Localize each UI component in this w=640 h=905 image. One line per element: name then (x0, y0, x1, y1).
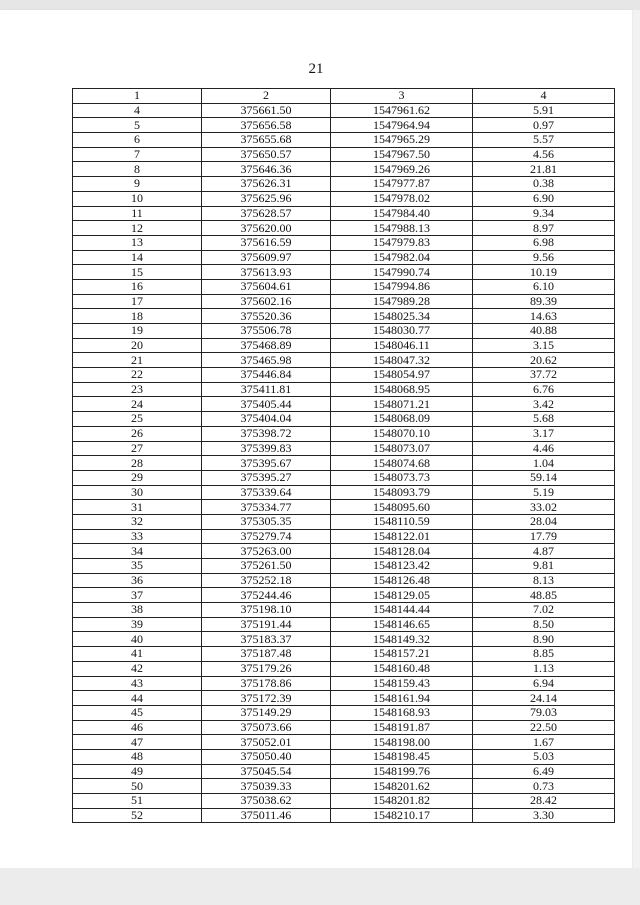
cell-point-number: 16 (73, 279, 202, 294)
table-row (73, 544, 615, 559)
cell-x-coordinate: 375520.36 (202, 309, 331, 324)
cell-distance: 21.81 (473, 162, 615, 177)
cell-x-coordinate: 375399.83 (202, 441, 331, 456)
cell-distance: 9.34 (473, 206, 615, 221)
cell-point-number: 45 (73, 705, 202, 720)
cell-y-coordinate: 1548073.07 (331, 441, 473, 456)
cell-distance: 79.03 (473, 705, 615, 720)
cell-point-number: 29 (73, 470, 202, 485)
cell-x-coordinate: 375198.10 (202, 603, 331, 618)
cell-x-coordinate: 375661.50 (202, 103, 331, 118)
cell-distance: 20.62 (473, 353, 615, 368)
cell-x-coordinate: 375187.48 (202, 647, 331, 662)
table-row (73, 206, 615, 221)
cell-point-number: 36 (73, 573, 202, 588)
cell-distance: 3.17 (473, 426, 615, 441)
cell-y-coordinate: 1548157.21 (331, 647, 473, 662)
cell-y-coordinate: 1548146.65 (331, 617, 473, 632)
cell-distance: 37.72 (473, 368, 615, 383)
cell-y-coordinate: 1548071.21 (331, 397, 473, 412)
viewer-bottom-bar (0, 868, 640, 905)
cell-x-coordinate: 375656.58 (202, 118, 331, 133)
cell-distance: 3.30 (473, 808, 615, 823)
cell-y-coordinate: 1548068.09 (331, 412, 473, 427)
table-row (73, 514, 615, 529)
cell-y-coordinate: 1548161.94 (331, 691, 473, 706)
cell-point-number: 33 (73, 529, 202, 544)
cell-y-coordinate: 1548047.32 (331, 353, 473, 368)
table-row (73, 279, 615, 294)
cell-y-coordinate: 1548149.32 (331, 632, 473, 647)
cell-y-coordinate: 1548046.11 (331, 338, 473, 353)
table-row (73, 294, 615, 309)
cell-point-number: 22 (73, 368, 202, 383)
cell-x-coordinate: 375405.44 (202, 397, 331, 412)
cell-y-coordinate: 1547979.83 (331, 235, 473, 250)
cell-y-coordinate: 1548198.45 (331, 749, 473, 764)
cell-point-number: 37 (73, 588, 202, 603)
cell-x-coordinate: 375646.36 (202, 162, 331, 177)
cell-x-coordinate: 375305.35 (202, 514, 331, 529)
cell-y-coordinate: 1547977.87 (331, 177, 473, 192)
cell-x-coordinate: 375263.00 (202, 544, 331, 559)
cell-y-coordinate: 1547964.94 (331, 118, 473, 133)
cell-x-coordinate: 375039.33 (202, 779, 331, 794)
cell-point-number: 30 (73, 485, 202, 500)
cell-y-coordinate: 1547994.86 (331, 279, 473, 294)
cell-distance: 0.38 (473, 177, 615, 192)
cell-x-coordinate: 375616.59 (202, 235, 331, 250)
cell-x-coordinate: 375626.31 (202, 177, 331, 192)
cell-x-coordinate: 375261.50 (202, 559, 331, 574)
cell-point-number: 42 (73, 661, 202, 676)
cell-x-coordinate: 375465.98 (202, 353, 331, 368)
cell-point-number: 43 (73, 676, 202, 691)
cell-distance: 33.02 (473, 500, 615, 515)
cell-point-number: 19 (73, 324, 202, 339)
table-row (73, 691, 615, 706)
table-row (73, 338, 615, 353)
cell-distance: 5.19 (473, 485, 615, 500)
cell-x-coordinate: 375045.54 (202, 764, 331, 779)
cell-distance: 6.10 (473, 279, 615, 294)
cell-x-coordinate: 375446.84 (202, 368, 331, 383)
cell-distance: 48.85 (473, 588, 615, 603)
cell-point-number: 48 (73, 749, 202, 764)
cell-point-number: 38 (73, 603, 202, 618)
cell-x-coordinate: 375602.16 (202, 294, 331, 309)
cell-point-number: 18 (73, 309, 202, 324)
cell-distance: 8.97 (473, 221, 615, 236)
cell-y-coordinate: 1548030.77 (331, 324, 473, 339)
cell-y-coordinate: 1548126.48 (331, 573, 473, 588)
cell-y-coordinate: 1548122.01 (331, 529, 473, 544)
cell-x-coordinate: 375613.93 (202, 265, 331, 280)
cell-distance: 0.73 (473, 779, 615, 794)
cell-point-number: 49 (73, 764, 202, 779)
cell-y-coordinate: 1548128.04 (331, 544, 473, 559)
cell-distance: 89.39 (473, 294, 615, 309)
cell-x-coordinate: 375172.39 (202, 691, 331, 706)
cell-point-number: 9 (73, 177, 202, 192)
table-row (73, 412, 615, 427)
table-row (73, 485, 615, 500)
cell-point-number: 13 (73, 235, 202, 250)
cell-y-coordinate: 1548110.59 (331, 514, 473, 529)
cell-distance: 6.94 (473, 676, 615, 691)
cell-x-coordinate: 375334.77 (202, 500, 331, 515)
cell-distance: 4.87 (473, 544, 615, 559)
cell-x-coordinate: 375339.64 (202, 485, 331, 500)
cell-y-coordinate: 1547982.04 (331, 250, 473, 265)
table-row (73, 588, 615, 603)
cell-distance: 14.63 (473, 309, 615, 324)
cell-y-coordinate: 1548123.42 (331, 559, 473, 574)
cell-y-coordinate: 1547967.50 (331, 147, 473, 162)
page-number: 21 (308, 61, 324, 77)
cell-y-coordinate: 1548198.00 (331, 735, 473, 750)
table-row (73, 573, 615, 588)
table-row (73, 764, 615, 779)
cell-distance: 5.91 (473, 103, 615, 118)
cell-x-coordinate: 375404.04 (202, 412, 331, 427)
table-row (73, 500, 615, 515)
table-row (73, 382, 615, 397)
table-row (73, 177, 615, 192)
cell-x-coordinate: 375625.96 (202, 191, 331, 206)
cell-distance: 17.79 (473, 529, 615, 544)
table-row (73, 397, 615, 412)
cell-distance: 8.90 (473, 632, 615, 647)
cell-distance: 5.57 (473, 133, 615, 148)
cell-distance: 28.42 (473, 794, 615, 809)
cell-point-number: 50 (73, 779, 202, 794)
cell-point-number: 23 (73, 382, 202, 397)
table-row (73, 309, 615, 324)
cell-point-number: 26 (73, 426, 202, 441)
column-header-3: 3 (331, 89, 473, 104)
cell-point-number: 4 (73, 103, 202, 118)
cell-x-coordinate: 375506.78 (202, 324, 331, 339)
table-row (73, 617, 615, 632)
cell-distance: 4.56 (473, 147, 615, 162)
column-header-1: 1 (73, 89, 202, 104)
cell-x-coordinate: 375398.72 (202, 426, 331, 441)
cell-y-coordinate: 1548168.93 (331, 705, 473, 720)
cell-distance: 8.13 (473, 573, 615, 588)
cell-y-coordinate: 1548201.82 (331, 794, 473, 809)
cell-y-coordinate: 1548210.17 (331, 808, 473, 823)
cell-distance: 6.49 (473, 764, 615, 779)
cell-x-coordinate: 375411.81 (202, 382, 331, 397)
table-row (73, 647, 615, 662)
cell-x-coordinate: 375395.27 (202, 470, 331, 485)
cell-y-coordinate: 1547988.13 (331, 221, 473, 236)
table-header-row (73, 89, 615, 104)
cell-x-coordinate: 375244.46 (202, 588, 331, 603)
cell-point-number: 31 (73, 500, 202, 515)
table-row (73, 632, 615, 647)
cell-x-coordinate: 375073.66 (202, 720, 331, 735)
cell-point-number: 27 (73, 441, 202, 456)
cell-y-coordinate: 1547989.28 (331, 294, 473, 309)
cell-y-coordinate: 1548095.60 (331, 500, 473, 515)
table-row (73, 250, 615, 265)
cell-y-coordinate: 1548070.10 (331, 426, 473, 441)
cell-x-coordinate: 375183.37 (202, 632, 331, 647)
table-row (73, 779, 615, 794)
cell-y-coordinate: 1548074.68 (331, 456, 473, 471)
cell-point-number: 6 (73, 133, 202, 148)
cell-x-coordinate: 375191.44 (202, 617, 331, 632)
cell-point-number: 21 (73, 353, 202, 368)
cell-point-number: 39 (73, 617, 202, 632)
table-row (73, 103, 615, 118)
cell-x-coordinate: 375149.29 (202, 705, 331, 720)
cell-distance: 5.03 (473, 749, 615, 764)
cell-distance: 9.56 (473, 250, 615, 265)
cell-y-coordinate: 1548199.76 (331, 764, 473, 779)
cell-point-number: 52 (73, 808, 202, 823)
cell-y-coordinate: 1548144.44 (331, 603, 473, 618)
cell-distance: 6.90 (473, 191, 615, 206)
table-row (73, 676, 615, 691)
column-header-2: 2 (202, 89, 331, 104)
cell-point-number: 14 (73, 250, 202, 265)
cell-y-coordinate: 1547961.62 (331, 103, 473, 118)
cell-y-coordinate: 1548159.43 (331, 676, 473, 691)
cell-point-number: 28 (73, 456, 202, 471)
cell-y-coordinate: 1548025.34 (331, 309, 473, 324)
cell-distance: 10.19 (473, 265, 615, 280)
cell-x-coordinate: 375395.67 (202, 456, 331, 471)
table-row (73, 118, 615, 133)
cell-x-coordinate: 375038.62 (202, 794, 331, 809)
cell-x-coordinate: 375179.26 (202, 661, 331, 676)
cell-y-coordinate: 1547990.74 (331, 265, 473, 280)
cell-distance: 7.02 (473, 603, 615, 618)
cell-x-coordinate: 375468.89 (202, 338, 331, 353)
table-row (73, 353, 615, 368)
cell-point-number: 10 (73, 191, 202, 206)
cell-distance: 6.76 (473, 382, 615, 397)
cell-x-coordinate: 375609.97 (202, 250, 331, 265)
cell-distance: 40.88 (473, 324, 615, 339)
table-row (73, 559, 615, 574)
table-row (73, 794, 615, 809)
cell-distance: 1.67 (473, 735, 615, 750)
cell-distance: 28.04 (473, 514, 615, 529)
cell-x-coordinate: 375052.01 (202, 735, 331, 750)
cell-point-number: 5 (73, 118, 202, 133)
cell-distance: 8.50 (473, 617, 615, 632)
cell-y-coordinate: 1548201.62 (331, 779, 473, 794)
table-row (73, 808, 615, 823)
table-row (73, 368, 615, 383)
cell-x-coordinate: 375279.74 (202, 529, 331, 544)
cell-distance: 4.46 (473, 441, 615, 456)
cell-x-coordinate: 375604.61 (202, 279, 331, 294)
cell-point-number: 47 (73, 735, 202, 750)
cell-y-coordinate: 1547978.02 (331, 191, 473, 206)
cell-point-number: 32 (73, 514, 202, 529)
table-row (73, 162, 615, 177)
cell-point-number: 51 (73, 794, 202, 809)
cell-y-coordinate: 1548073.73 (331, 470, 473, 485)
cell-x-coordinate: 375655.68 (202, 133, 331, 148)
cell-point-number: 7 (73, 147, 202, 162)
table-row (73, 470, 615, 485)
document-page (0, 10, 632, 868)
cell-y-coordinate: 1548093.79 (331, 485, 473, 500)
table-body (73, 103, 615, 823)
cell-x-coordinate: 375650.57 (202, 147, 331, 162)
cell-point-number: 15 (73, 265, 202, 280)
coordinates-table (72, 88, 615, 823)
cell-point-number: 35 (73, 559, 202, 574)
cell-x-coordinate: 375628.57 (202, 206, 331, 221)
table-row (73, 426, 615, 441)
cell-y-coordinate: 1547969.26 (331, 162, 473, 177)
column-header-4: 4 (473, 89, 615, 104)
cell-x-coordinate: 375050.40 (202, 749, 331, 764)
cell-x-coordinate: 375011.46 (202, 808, 331, 823)
cell-point-number: 25 (73, 412, 202, 427)
table-row (73, 441, 615, 456)
table-row (73, 235, 615, 250)
cell-y-coordinate: 1548129.05 (331, 588, 473, 603)
cell-x-coordinate: 375252.18 (202, 573, 331, 588)
cell-distance: 0.97 (473, 118, 615, 133)
cell-y-coordinate: 1548160.48 (331, 661, 473, 676)
viewer-top-bar (0, 0, 640, 10)
table-row (73, 324, 615, 339)
cell-point-number: 34 (73, 544, 202, 559)
table-row (73, 735, 615, 750)
cell-point-number: 20 (73, 338, 202, 353)
cell-y-coordinate: 1547984.40 (331, 206, 473, 221)
cell-x-coordinate: 375178.86 (202, 676, 331, 691)
cell-distance: 1.04 (473, 456, 615, 471)
table-row (73, 705, 615, 720)
cell-distance: 5.68 (473, 412, 615, 427)
cell-distance: 22.50 (473, 720, 615, 735)
cell-point-number: 11 (73, 206, 202, 221)
table-row (73, 456, 615, 471)
cell-distance: 9.81 (473, 559, 615, 574)
cell-point-number: 40 (73, 632, 202, 647)
cell-point-number: 44 (73, 691, 202, 706)
cell-distance: 59.14 (473, 470, 615, 485)
table-row (73, 265, 615, 280)
table-row (73, 749, 615, 764)
cell-point-number: 24 (73, 397, 202, 412)
cell-point-number: 17 (73, 294, 202, 309)
table-row (73, 221, 615, 236)
cell-y-coordinate: 1548054.97 (331, 368, 473, 383)
cell-distance: 24.14 (473, 691, 615, 706)
table-row (73, 720, 615, 735)
cell-distance: 3.42 (473, 397, 615, 412)
table-row (73, 147, 615, 162)
cell-y-coordinate: 1548191.87 (331, 720, 473, 735)
cell-point-number: 41 (73, 647, 202, 662)
table-row (73, 529, 615, 544)
cell-point-number: 8 (73, 162, 202, 177)
cell-x-coordinate: 375620.00 (202, 221, 331, 236)
table-row (73, 603, 615, 618)
table-row (73, 191, 615, 206)
cell-distance: 1.13 (473, 661, 615, 676)
cell-point-number: 12 (73, 221, 202, 236)
cell-distance: 3.15 (473, 338, 615, 353)
cell-distance: 8.85 (473, 647, 615, 662)
table-row (73, 133, 615, 148)
cell-y-coordinate: 1547965.29 (331, 133, 473, 148)
table-row (73, 661, 615, 676)
cell-distance: 6.98 (473, 235, 615, 250)
cell-y-coordinate: 1548068.95 (331, 382, 473, 397)
cell-point-number: 46 (73, 720, 202, 735)
